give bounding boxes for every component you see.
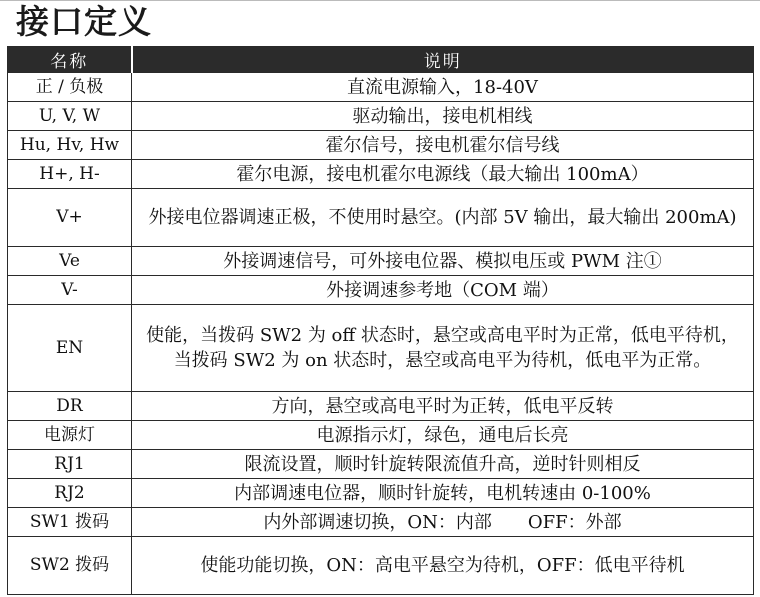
row-name: 正 / 负极: [8, 73, 132, 102]
row-name: SW1 拨码: [8, 508, 132, 537]
row-description: 电源指示灯，绿色，通电后长亮: [132, 421, 754, 450]
row-name: U, V, W: [8, 102, 132, 131]
row-name: Ve: [8, 247, 132, 276]
page-title: 接口定义: [16, 2, 152, 41]
row-description: 直流电源输入，18-40V: [132, 73, 754, 102]
row-name: Hu, Hv, Hw: [8, 131, 132, 160]
table-header-row: [8, 47, 754, 73]
table-row: [8, 160, 754, 189]
table-row: [8, 305, 754, 392]
row-description: 内外部调速切换，ON：内部 OFF：外部: [132, 508, 754, 537]
row-description: 驱动输出，接电机相线: [132, 102, 754, 131]
row-name: EN: [8, 305, 132, 392]
table-row: [8, 450, 754, 479]
row-name: RJ2: [8, 479, 132, 508]
row-description: 外接调速参考地（COM 端）: [132, 276, 754, 305]
table-row: [8, 508, 754, 537]
row-description: 霍尔电源，接电机霍尔电源线（最大输出 100mA）: [132, 160, 754, 189]
header-name: 名称: [8, 47, 132, 73]
table-row: [8, 392, 754, 421]
row-description: 限流设置，顺时针旋转限流值升高，逆时针则相反: [132, 450, 754, 479]
row-name: H+, H-: [8, 160, 132, 189]
row-description: 霍尔信号，接电机霍尔信号线: [132, 131, 754, 160]
row-description: 外接调速信号，可外接电位器、模拟电压或 PWM 注①: [132, 247, 754, 276]
row-name: V+: [8, 189, 132, 247]
interface-definition-table: [7, 46, 754, 595]
header-description: 说明: [132, 47, 754, 73]
row-description: 方向，悬空或高电平时为正转，低电平反转: [132, 392, 754, 421]
table-row: [8, 276, 754, 305]
row-description: 使能功能切换，ON：高电平悬空为待机，OFF：低电平待机: [132, 537, 754, 595]
table-row: [8, 479, 754, 508]
table-row: [8, 73, 754, 102]
row-description: 外接电位器调速正极，不使用时悬空。(内部 5V 输出，最大输出 200mA): [132, 189, 754, 247]
table-row: [8, 131, 754, 160]
row-name: V-: [8, 276, 132, 305]
row-name: DR: [8, 392, 132, 421]
table-row: [8, 247, 754, 276]
table-row: [8, 102, 754, 131]
row-description: 使能，当拨码 SW2 为 off 状态时，悬空或高电平时为正常，低电平待机，当拨码 SW2 为 on 状态时，悬空或高电平为待机，低电平为正常。: [132, 305, 754, 392]
table-row: [8, 421, 754, 450]
table-row: [8, 189, 754, 247]
table-row: [8, 537, 754, 595]
row-description: 内部调速电位器，顺时针旋转，电机转速由 0-100%: [132, 479, 754, 508]
top-divider: [0, 0, 760, 1]
row-name: 电源灯: [8, 421, 132, 450]
row-name: RJ1: [8, 450, 132, 479]
row-name: SW2 拨码: [8, 537, 132, 595]
